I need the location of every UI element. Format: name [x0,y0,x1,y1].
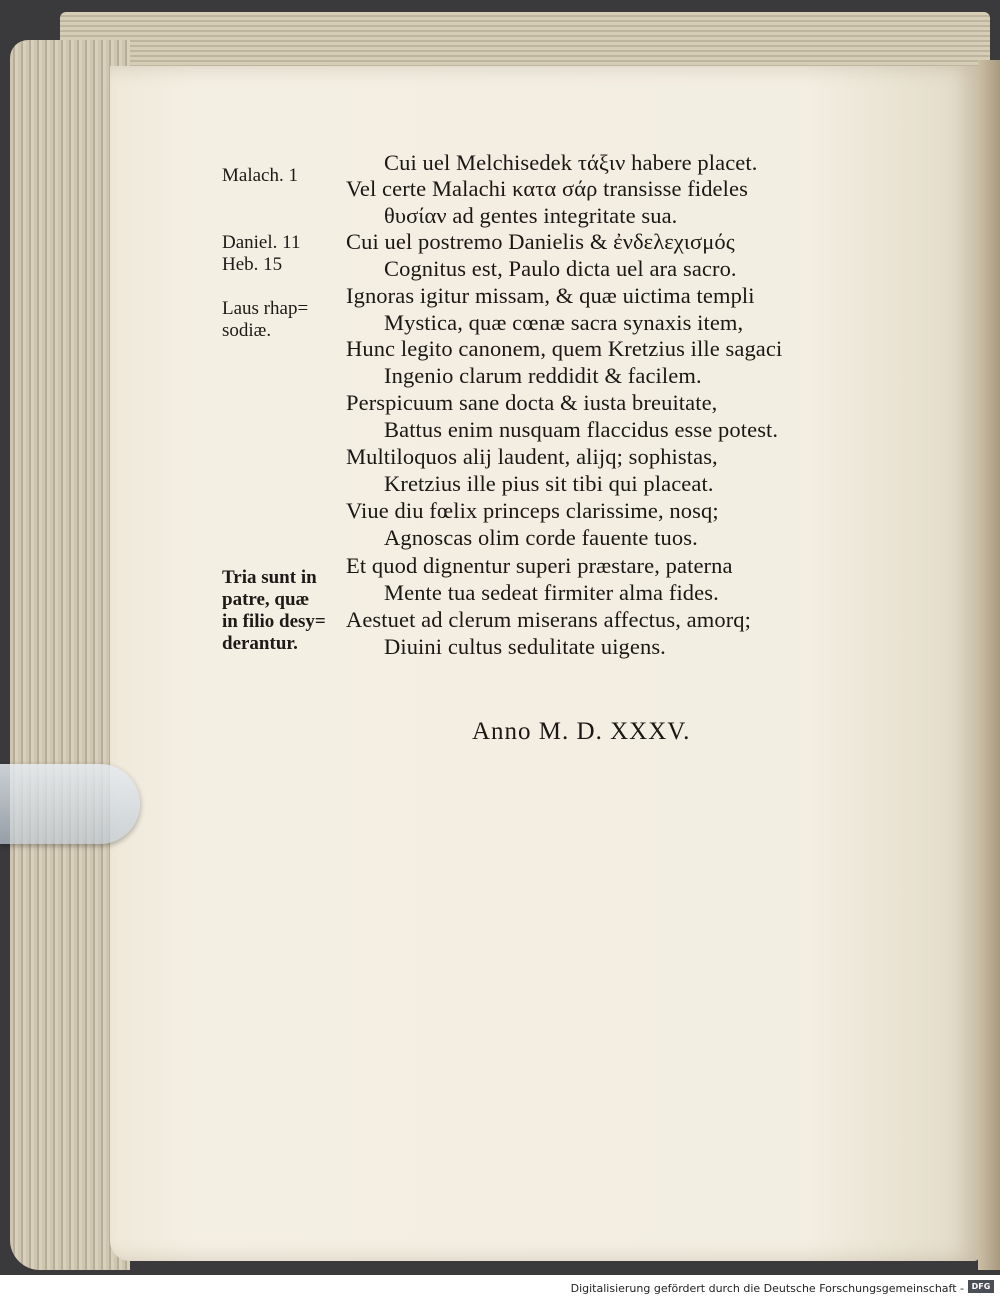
margin-note: Heb. 15 [222,254,283,275]
verse-line: Diuini cultus sedulitate uigens. [384,634,666,659]
dfg-logo: DFG [968,1280,994,1293]
margin-note: Tria sunt in [222,567,317,588]
verse-line: Viue diu fœlix princeps clarissime, nosq; [346,498,719,523]
verse-line: Ignoras igitur missam, & quæ uictima templi [346,283,755,308]
verse-line: Vel certe Malachi κατα σάρ transisse fideles [346,176,748,201]
colophon-date: Anno M. D. XXXV. [472,718,691,745]
verse-line: Hunc legito canonem, quem Kretzius ille sagaci [346,336,783,361]
verse-line: Battus enim nusquam flaccidus esse potest. [384,417,779,442]
verse-line: Aestuet ad clerum miserans affectus, amorq; [346,607,751,632]
verse-line: Multiloquos alij laudent, alijq; sophistas, [346,444,718,469]
verse-line: Agnoscas olim corde fauente tuos. [384,525,698,550]
margin-note: derantur. [222,633,298,654]
verse-line: Cui uel postremo Danielis & ἐνδελεχισμός [346,229,735,254]
margin-note: patre, quæ [222,589,310,610]
right-page-edge [978,60,1000,1270]
margin-note: Laus rhap= [222,298,309,319]
margin-note: sodiæ. [222,320,272,341]
verse-line: Cognitus est, Paulo dicta uel ara sacro. [384,256,737,281]
verse-line: Cui uel Melchisedek τάξιν habere placet. [384,150,758,175]
verse-line: Kretzius ille pius sit tibi qui placeat. [384,471,714,496]
funding-credit: Digitalisierung gefördert durch die Deutsche Forschungsgemeinschaft - [570,1282,964,1295]
page-holder-clip [0,764,140,844]
verse-line: Ingenio clarum reddidit & facilem. [384,363,702,388]
margin-note: in filio desy= [222,611,326,632]
verse-line: Perspicuum sane docta & iusta breuitate, [346,390,718,415]
verse-line: Mente tua sedeat firmiter alma fides. [384,580,719,605]
margin-note: Malach. 1 [222,165,298,186]
verse-line: θυσίαν ad gentes integritate sua. [384,203,678,228]
margin-note: Daniel. 11 [222,232,301,253]
verse-line: Mystica, quæ cœnæ sacra synaxis item, [384,310,744,335]
verse-line: Et quod dignentur superi præstare, paterna [346,553,733,578]
